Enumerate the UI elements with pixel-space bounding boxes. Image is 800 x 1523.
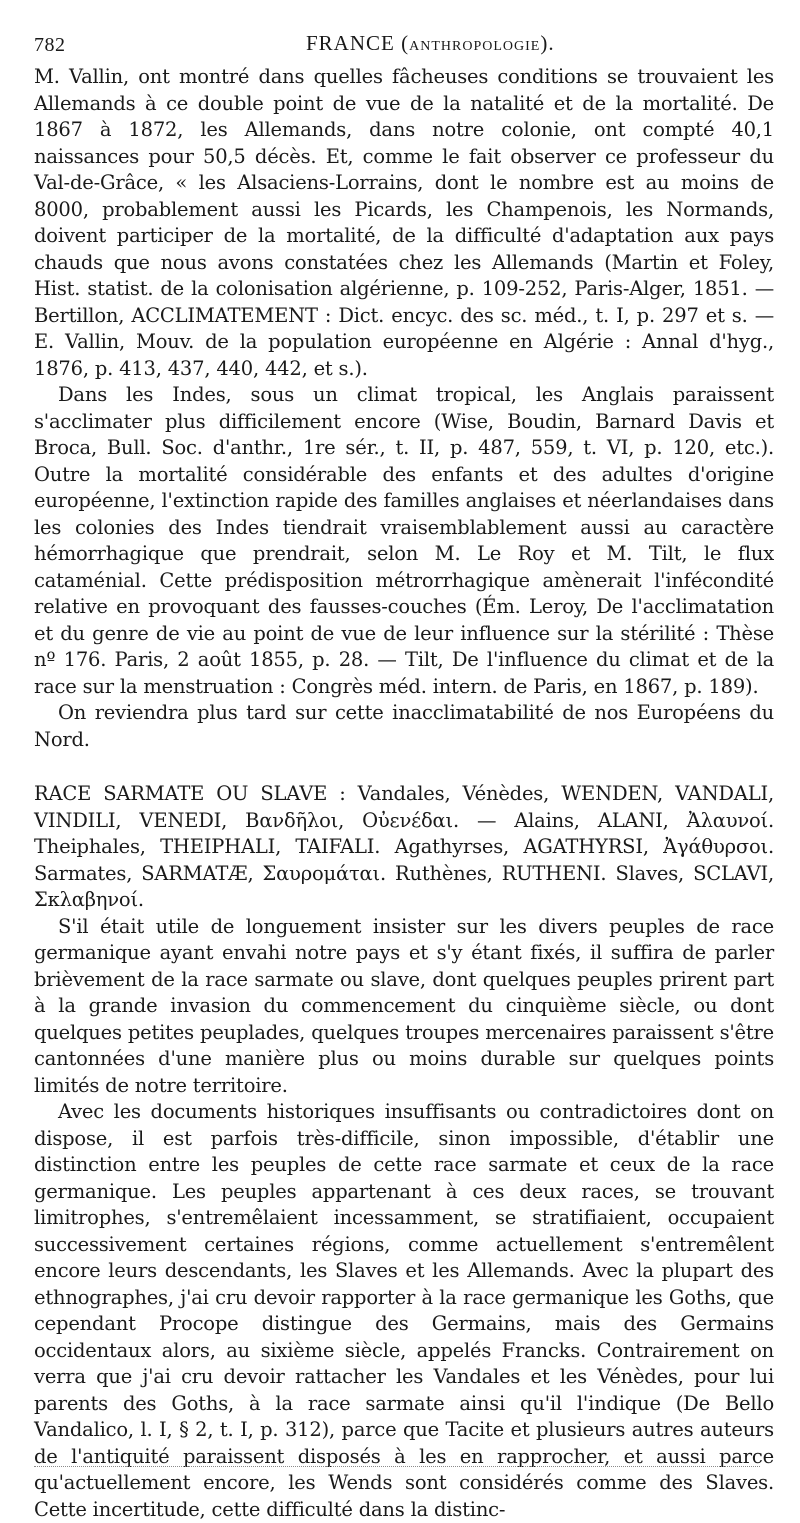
page-header: [34, 26, 774, 64]
paragraph-natalite: M. Vallin, ont montré dans quelles fâcheuses conditions se trouvaient les Allemands à ce double point de vue de la natalité et de la mortalité. De 1867 à 1872, les Allemands, dans notre colonie, ont compté 40,1 naissances pour 50,5 décès. Et, comme le fait observer ce professeur du Val-de-Grâce, « les Alsaciens-Lorrains, dont le nombre est au moins de 8000, probablement aussi les Picards, les Champenois, les Normands, doivent participer de la mortalité, de la difficulté d'adaptation aux pays chauds que nous avons constatées chez les Allemands (Martin et Foley, Hist. statist. de la colonisation algérienne, p. 109-252, Paris-Alger, 1851. — Bertillon, ACCLIMATEMENT : Dict. encyc. des sc. méd., t. I, p. 297 et s. — E. Vallin, Mouv. de la population européenne en Algérie : Annal d'hyg., 1876, p. 413, 437, 440, 442, et s.).: [34, 65, 774, 380]
running-title-subject: ANTHROPOLOGIE: [409, 39, 541, 54]
running-title: [306, 30, 555, 61]
footer-dotted-rule: [34, 1466, 760, 1469]
running-title-end: ).: [540, 31, 555, 55]
paragraph-documents-historiques: Avec les documents historiques insuffisants ou contradictoires dont on dispose, il est parfois très-difficile, sinon impossible, d'établir une distinction entre les peuples de cette race sarmate et ceux de la race germanique. Les peuples appartenant à ces deux races, se trouvant limitrophes, s'entremêlaient incessamment, se stratifiaient, occupaient successivement certaines régions, comme actuellement s'entremêlent encore leurs descendants, les Slaves et les Allemands. Avec la plupart des ethnographes, j'ai cru devoir rapporter à la race germanique les Goths, que cependant Procope distingue des Germains, mais des Germains occidentaux alors, au sixième siècle, appelés Francks. Contrairement on verra que j'ai cru devoir rattacher les Vandales et les Vénèdes, pour lui parents des Goths, à la race sarmate ainsi qu'il l'indique (De Bello Vandalico, l. I, § 2, t. I, p. 312), parce que Tacite et plusieurs autres auteurs de l'antiquité paraissent disposés à les en rapprocher, et aussi parce qu'actuellement encore, les Wends sont considérés comme des Slaves. Cette incertitude, cette difficulté dans la distinc-: [34, 1100, 774, 1521]
paragraph-indes: Dans les Indes, sous un climat tropical, les Anglais paraissent s'acclimater plus difficilement encore (Wise, Boudin, Barnard Davis et Broca, Bull. Soc. d'anthr., 1re sér., t. II, p. 487, 559, t. VI, p. 120, etc.). Outre la mortalité considérable des enfants et des adultes d'origine européenne, l'extinction rapide des familles anglaises et néerlandaises dans les colonies des Indes tiendrait vraisemblablement aussi au caractère hémorrhagique que prendrait, selon M. Le Roy et M. Tilt, le flux cataménial. Cette prédisposition métrorrhagique amènerait l'infécondité relative en provoquant des fausses-couches (Ém. Leroy, De l'acclimatation et du genre de vie au point de vue de leur influence sur la stérilité : Thèse nº 176. Paris, 2 août 1855, p. 28. — Tilt, De l'influence du climat et de la race sur la menstruation : Congrès méd. intern. de Paris, en 1867, p. 189).: [34, 383, 774, 698]
page-number: 782: [34, 34, 66, 56]
paragraph-inacclimatabilite: On reviendra plus tard sur cette inacclimatabilité de nos Européens du Nord.: [34, 701, 774, 751]
section-gap: [34, 753, 774, 781]
paragraph-race-slave-intro: S'il était utile de longuement insister sur les divers peuples de race germanique ayant envahi notre pays et s'y étant fixés, il suffira de parler brièvement de la race sarmate ou slave, dont quelques peuples prirent part à la grande invasion du commencement du cinquième siècle, ou dont quelques petites peuplades, quelques troupes mercenaires paraissent s'être cantonnées d'une manière plus ou moins durable sur quelques points limités de notre territoire.: [34, 914, 774, 1097]
running-title-main: FRANCE (: [306, 31, 410, 55]
section-heading-race-sarmate: RACE SARMATE OU SLAVE : Vandales, Vénèdes, WENDEN, VANDALI, VINDILI, VENEDI, Βανδῆλοι, Οὐενέδαι. — Alains, ALANI, Ἀλαυνοί. Theiphales, THEIPHALI, TAIFALI. Agathyrses, AGATHYRSI, Ἀγάθυρσοι. Sarmates, SARMATÆ, Σαυρομάται. Ruthènes, RUTHENI. Slaves, SCLAVI, Σκλαβηνοί.: [34, 782, 774, 911]
